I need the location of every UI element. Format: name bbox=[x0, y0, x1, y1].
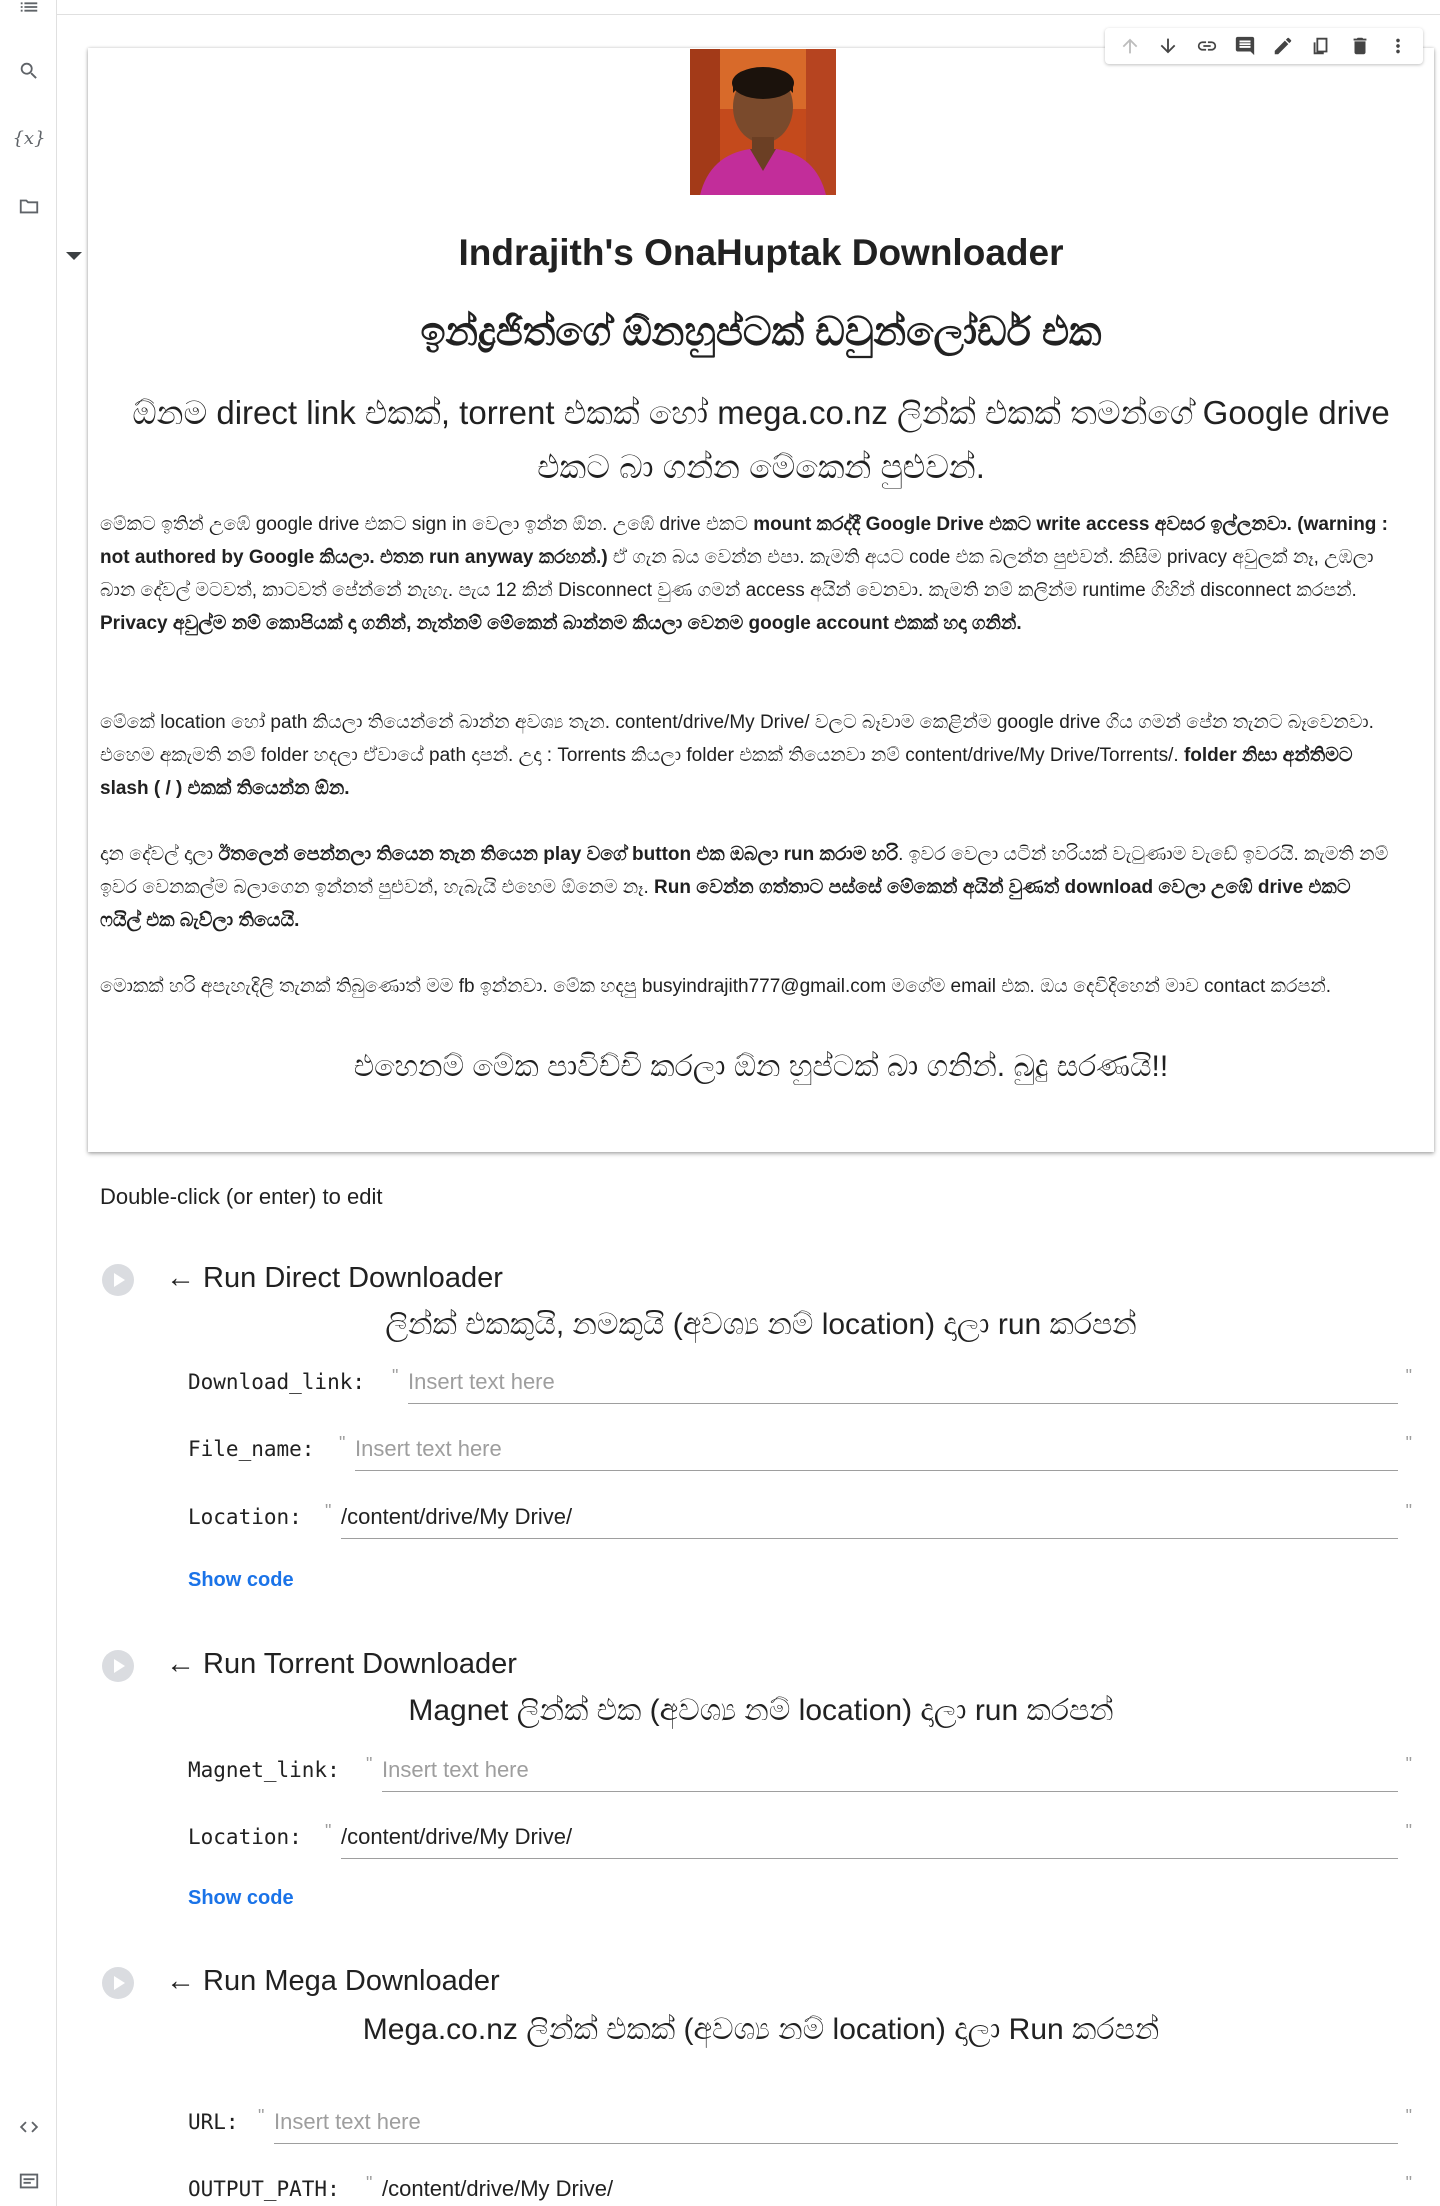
magnet-link-field bbox=[188, 1752, 1410, 1792]
run-paragraph: දාන දේවල් දාලා ඊතලෙන් පෙන්නලා තියෙන තැන තියෙන play වගේ button එක ඔබලා run කරාම හරි. ඉවර වෙලා යටින් හරියක් වැටුණාම වැඩේ ඉවරයි. කැමති නම් ඉවර වෙනකල්ම බලාගෙන ඉන්නත් පුළුවන්, හැබැයි එහෙම ඕනෙම නෑ. Run වෙන්න ගත්තාට පස්සේ මේකෙන් අයින් වුණත් download වෙලා උඹේ drive එකට ෆයිල් එක බැව්ලා තියෙයි. bbox=[100, 844, 1389, 931]
field-label: URL: bbox=[188, 2110, 239, 2134]
magnet-link-input[interactable] bbox=[366, 1752, 1412, 1792]
form-subtitle: Mega.co.nz ලින්ක් එකක් (අවශ්‍ය නම් location) දාලා Run කරපන් bbox=[362, 2013, 1160, 2046]
quote-mark: " bbox=[366, 2173, 373, 2193]
subtitle: ඕනම direct link එකක්, torrent එකක් හෝ mega.co.nz ලින්ක් එකක් තමන්ගේ Google drive එකට බා ගන්න මේකෙන් පුළුවන්. bbox=[132, 394, 1390, 485]
field-label: File_name: bbox=[188, 1437, 315, 1461]
delete-icon[interactable] bbox=[1345, 31, 1375, 61]
cell-toolbar bbox=[1105, 28, 1423, 64]
run-button[interactable] bbox=[102, 1650, 134, 1682]
form-title: ← Run Mega Downloader bbox=[166, 1965, 500, 1997]
more-icon[interactable] bbox=[1383, 31, 1413, 61]
field-label: Download_link: bbox=[188, 1370, 366, 1394]
form-subtitle: ලින්ක් එකකුයි, නමකුයි (අවශ්‍ය නම් location) දාලා run කරපන් bbox=[385, 1308, 1137, 1341]
location-field bbox=[188, 1819, 1410, 1859]
quote-mark: " bbox=[258, 2106, 265, 2126]
mirror-cell-icon[interactable] bbox=[1306, 31, 1336, 61]
field-label: OUTPUT_PATH: bbox=[188, 2177, 340, 2201]
input-placeholder: Insert text here bbox=[382, 1757, 529, 1782]
location-field bbox=[188, 1499, 1410, 1539]
field-label: Magnet_link: bbox=[188, 1758, 340, 1782]
quote-mark: " bbox=[366, 1754, 373, 1774]
intro-paragraph: මේකට ඉතින් උඹේ google drive එකට sign in වෙලා ඉන්න ඕන. උඹේ drive එකට mount කරද්දී Google Drive එකට write access අවසර ඉල්ලනවා. (warning : not authored by Google කියලා. එතන run anyway කරහන්.) ඒ ගැන බය වෙන්න එපා. කැමති අයට code එක බලන්න පුළුවන්. කිසිම privacy අවුලක් නෑ, උඹලා බාන දේවල් මටවත්, කාටවත් පේන්නේ නැහැ. පැය 12 කින් Disconnect වුණ ගමන් access අයින් වෙනවා. කැමති නම් කලින්ම runtime ගිහින් disconnect කරපන්. Privacy අවුල්ම නම් කොපියක් දා ගනින්, නැත්නම් මේකෙන් බාන්නම කියලා වෙනම google account එකක් හදා ගනින්. bbox=[100, 514, 1389, 634]
input-value: /content/drive/My Drive/ bbox=[382, 2176, 614, 2201]
terminal-icon[interactable] bbox=[14, 2166, 44, 2196]
quote-mark: " bbox=[1405, 1366, 1412, 1386]
quote-mark: " bbox=[1405, 1433, 1412, 1453]
comment-icon[interactable] bbox=[1230, 31, 1260, 61]
toc-icon[interactable] bbox=[14, 0, 44, 22]
quote-mark: " bbox=[1405, 1821, 1412, 1841]
quote-mark: " bbox=[325, 1821, 332, 1841]
move-down-icon[interactable] bbox=[1153, 31, 1183, 61]
variables-label: {x} bbox=[12, 127, 46, 149]
quote-mark: " bbox=[1405, 1501, 1412, 1521]
left-sidebar bbox=[0, 0, 57, 2206]
download-link-input[interactable] bbox=[392, 1364, 1412, 1404]
run-button[interactable] bbox=[102, 1264, 134, 1296]
quote-mark: " bbox=[1405, 2173, 1412, 2193]
folder-icon[interactable] bbox=[14, 191, 44, 221]
input-placeholder: Insert text here bbox=[274, 2109, 421, 2134]
show-code-link[interactable]: Show code bbox=[188, 1887, 294, 1909]
location-paragraph: මේකේ location හෝ path කියලා තියෙන්නේ බාන්න අවශ්‍ය තැන. content/drive/My Drive/ වලට බෑවාම කෙළින්ම google drive ගිය ගමන් පේන තැනට බෑවෙනවා. එහෙම අකැමති නම් folder හදලා ඒවායේ path දාපන්. උදා : Torrents කියලා folder එකක් තියෙනවා නම් content/drive/My Drive/Torrents/. folder නිසා අන්තිමට slash ( / ) එකක් තියෙන්න ඕන. bbox=[100, 712, 1374, 799]
quote-mark: " bbox=[1405, 2106, 1412, 2126]
input-value: /content/drive/My Drive/ bbox=[341, 1824, 573, 1849]
page-title: Indrajith's OnaHuptak Downloader bbox=[458, 232, 1064, 273]
contact-paragraph: මොකක් හරි අපැහැදිලි තැනක් තිබුණොත් මම fb ඉන්නවා. මේක හදපු busyindrajith777@gmail.com මගේම email එක. ඔය දෙවිදිහෙන් මාව contact කරපන්. bbox=[100, 976, 1332, 997]
search-icon[interactable] bbox=[14, 56, 44, 86]
quote-mark: " bbox=[339, 1433, 346, 1453]
run-button[interactable] bbox=[102, 1967, 134, 1999]
author-avatar bbox=[690, 49, 836, 195]
input-value: /content/drive/My Drive/ bbox=[341, 1504, 573, 1529]
code-snippets-icon[interactable] bbox=[14, 2112, 44, 2142]
location-input[interactable] bbox=[325, 1499, 1412, 1539]
output-path-field bbox=[188, 2171, 1410, 2206]
collapse-section-icon[interactable] bbox=[66, 252, 82, 260]
edit-hint: Double-click (or enter) to edit bbox=[100, 1184, 383, 1209]
move-up-icon[interactable] bbox=[1115, 31, 1145, 61]
download-link-field bbox=[188, 1364, 1410, 1404]
quote-mark: " bbox=[325, 1501, 332, 1521]
form-title: ← Run Direct Downloader bbox=[166, 1262, 503, 1294]
quote-mark: " bbox=[1405, 1754, 1412, 1774]
url-input[interactable] bbox=[258, 2104, 1412, 2144]
text-cell[interactable] bbox=[88, 48, 1434, 1152]
page-title-sinhala: ඉන්ද්‍රජිත්ගේ ඕනහුප්ටක් ඩවුන්ලෝඩර් එක bbox=[420, 310, 1102, 354]
input-placeholder: Insert text here bbox=[355, 1436, 502, 1461]
location-input[interactable] bbox=[325, 1819, 1412, 1859]
file-name-field bbox=[188, 1431, 1410, 1471]
quote-mark: " bbox=[392, 1366, 399, 1386]
form-subtitle: Magnet ලින්ක් එක (අවශ්‍ය නම් location) දාලා run කරපන් bbox=[408, 1694, 1114, 1727]
edit-icon[interactable] bbox=[1268, 31, 1298, 61]
input-placeholder: Insert text here bbox=[408, 1369, 555, 1394]
link-icon[interactable] bbox=[1192, 31, 1222, 61]
output-path-input[interactable] bbox=[366, 2171, 1412, 2206]
form-title: ← Run Torrent Downloader bbox=[166, 1648, 517, 1680]
field-label: Location: bbox=[188, 1505, 302, 1529]
field-label: Location: bbox=[188, 1825, 302, 1849]
file-name-input[interactable] bbox=[339, 1431, 1412, 1471]
variables-icon[interactable] bbox=[14, 123, 44, 153]
closing-line: එහෙනම් මේක පාවිච්චි කරලා ඕන හුප්ටක් බා ගනින්. බුදු සරණයි!! bbox=[353, 1050, 1169, 1083]
show-code-link[interactable]: Show code bbox=[188, 1569, 294, 1591]
url-field bbox=[188, 2104, 1410, 2144]
top-divider bbox=[57, 14, 1440, 15]
